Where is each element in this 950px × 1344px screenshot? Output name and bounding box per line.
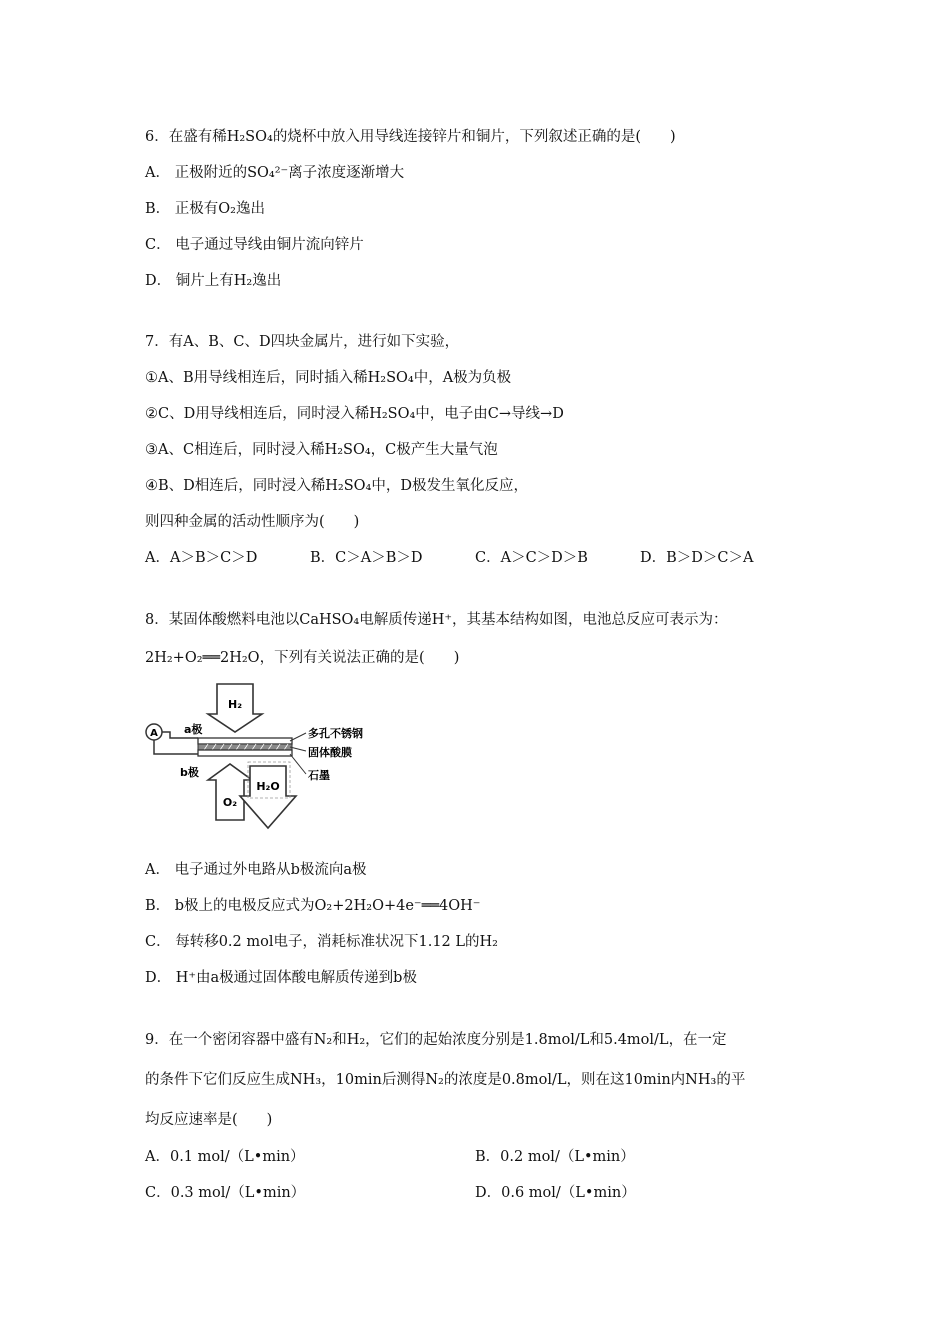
b-pole-label: b极: [180, 766, 199, 779]
graphite-label: 石墨: [308, 769, 330, 782]
q8-option-a: A． 电子通过外电路从b极流向a极: [145, 862, 367, 878]
ammeter: [146, 724, 162, 740]
graphite-layer: [198, 750, 292, 756]
ammeter-label: A: [150, 728, 158, 739]
q7-option-a: A．A＞B＞C＞D: [145, 550, 258, 566]
h2-inlet-arrow: [208, 684, 262, 732]
q8-option-d: D． H⁺由a极通过固体酸电解质传递到b极: [145, 970, 417, 986]
q9-stem-line3: 均反应速率是( ): [145, 1112, 273, 1128]
q7-item-3: ③A、C相连后，同时浸入稀H₂SO₄，C极产生大量气泡: [145, 442, 498, 458]
steel-label: 多孔不锈钢: [308, 727, 363, 740]
q9-option-d: D．0.6 mol/（L•min）: [475, 1185, 636, 1201]
o2-label: O₂: [222, 796, 238, 809]
q9-option-c: C．0.3 mol/（L•min）: [145, 1185, 306, 1201]
callout-steel: [290, 733, 306, 741]
q8-stem-line2: 2H₂+O₂══2H₂O，下列有关说法正确的是( ): [145, 650, 460, 666]
q7-question: 则四种金属的活动性顺序为( ): [145, 514, 360, 530]
q6-option-a: A． 正极附近的SO₄²⁻离子浓度逐渐增大: [145, 165, 405, 181]
q9-stem-line1: 9．在一个密闭容器中盛有N₂和H₂，它们的起始浓度分别是1.8mol/L和5.4mol/L，在一定: [145, 1032, 727, 1048]
h2o-label: H₂O: [256, 780, 280, 793]
q7-stem: 7．有A、B、C、D四块金属片，进行如下实验，: [145, 334, 460, 350]
q8-stem-line1: 8．某固体酸燃料电池以CaHSO₄电解质传递H⁺，其基本结构如图，电池总反应可表示为：: [145, 612, 728, 628]
q6-stem: 6．在盛有稀H₂SO₄的烧杯中放入用导线连接锌片和铜片，下列叙述正确的是( ): [145, 129, 676, 145]
q6-option-b: B． 正极有O₂逸出: [145, 201, 265, 217]
callout-graphite: [290, 754, 306, 774]
q7-item-4: ④B、D相连后，同时浸入稀H₂SO₄中，D极发生氧化反应，: [145, 478, 528, 494]
q9-option-a: A．0.1 mol/（L•min）: [145, 1149, 305, 1165]
h2-label: H₂: [227, 698, 243, 711]
q7-item-1: ①A、B用导线相连后，同时插入稀H₂SO₄中，A极为负极: [145, 370, 512, 386]
q9-option-b: B．0.2 mol/（L•min）: [475, 1149, 635, 1165]
o2-inlet-arrow: [208, 764, 252, 820]
external-wire-bottom: [154, 740, 198, 754]
q7-option-c: C．A＞C＞D＞B: [475, 550, 588, 566]
q6-option-d: D． 铜片上有H₂逸出: [145, 273, 282, 289]
q7-option-d: D．B＞D＞C＞A: [640, 550, 754, 566]
q9-stem-line2: 的条件下它们反应生成NH₃，10min后测得N₂的浓度是0.8mol/L，则在这10min内NH₃的平: [145, 1072, 746, 1088]
q7-item-2: ②C、D用导线相连后，同时浸入稀H₂SO₄中，电子由C→导线→D: [145, 406, 564, 422]
q8-option-c: C． 每转移0.2 mol电子，消耗标准状况下1.12 L的H₂: [145, 934, 498, 950]
membrane-label: 固体酸膜: [308, 746, 352, 759]
porous-steel-layer: [198, 738, 292, 744]
a-pole-label: a极: [184, 723, 203, 736]
q6-option-c: C． 电子通过导线由铜片流向锌片: [145, 237, 364, 253]
q7-option-b: B．C＞A＞B＞D: [310, 550, 423, 566]
fuel-cell-diagram: [140, 678, 390, 838]
q8-option-b: B． b极上的电极反应式为O₂+2H₂O+4e⁻══4OH⁻: [145, 898, 481, 914]
